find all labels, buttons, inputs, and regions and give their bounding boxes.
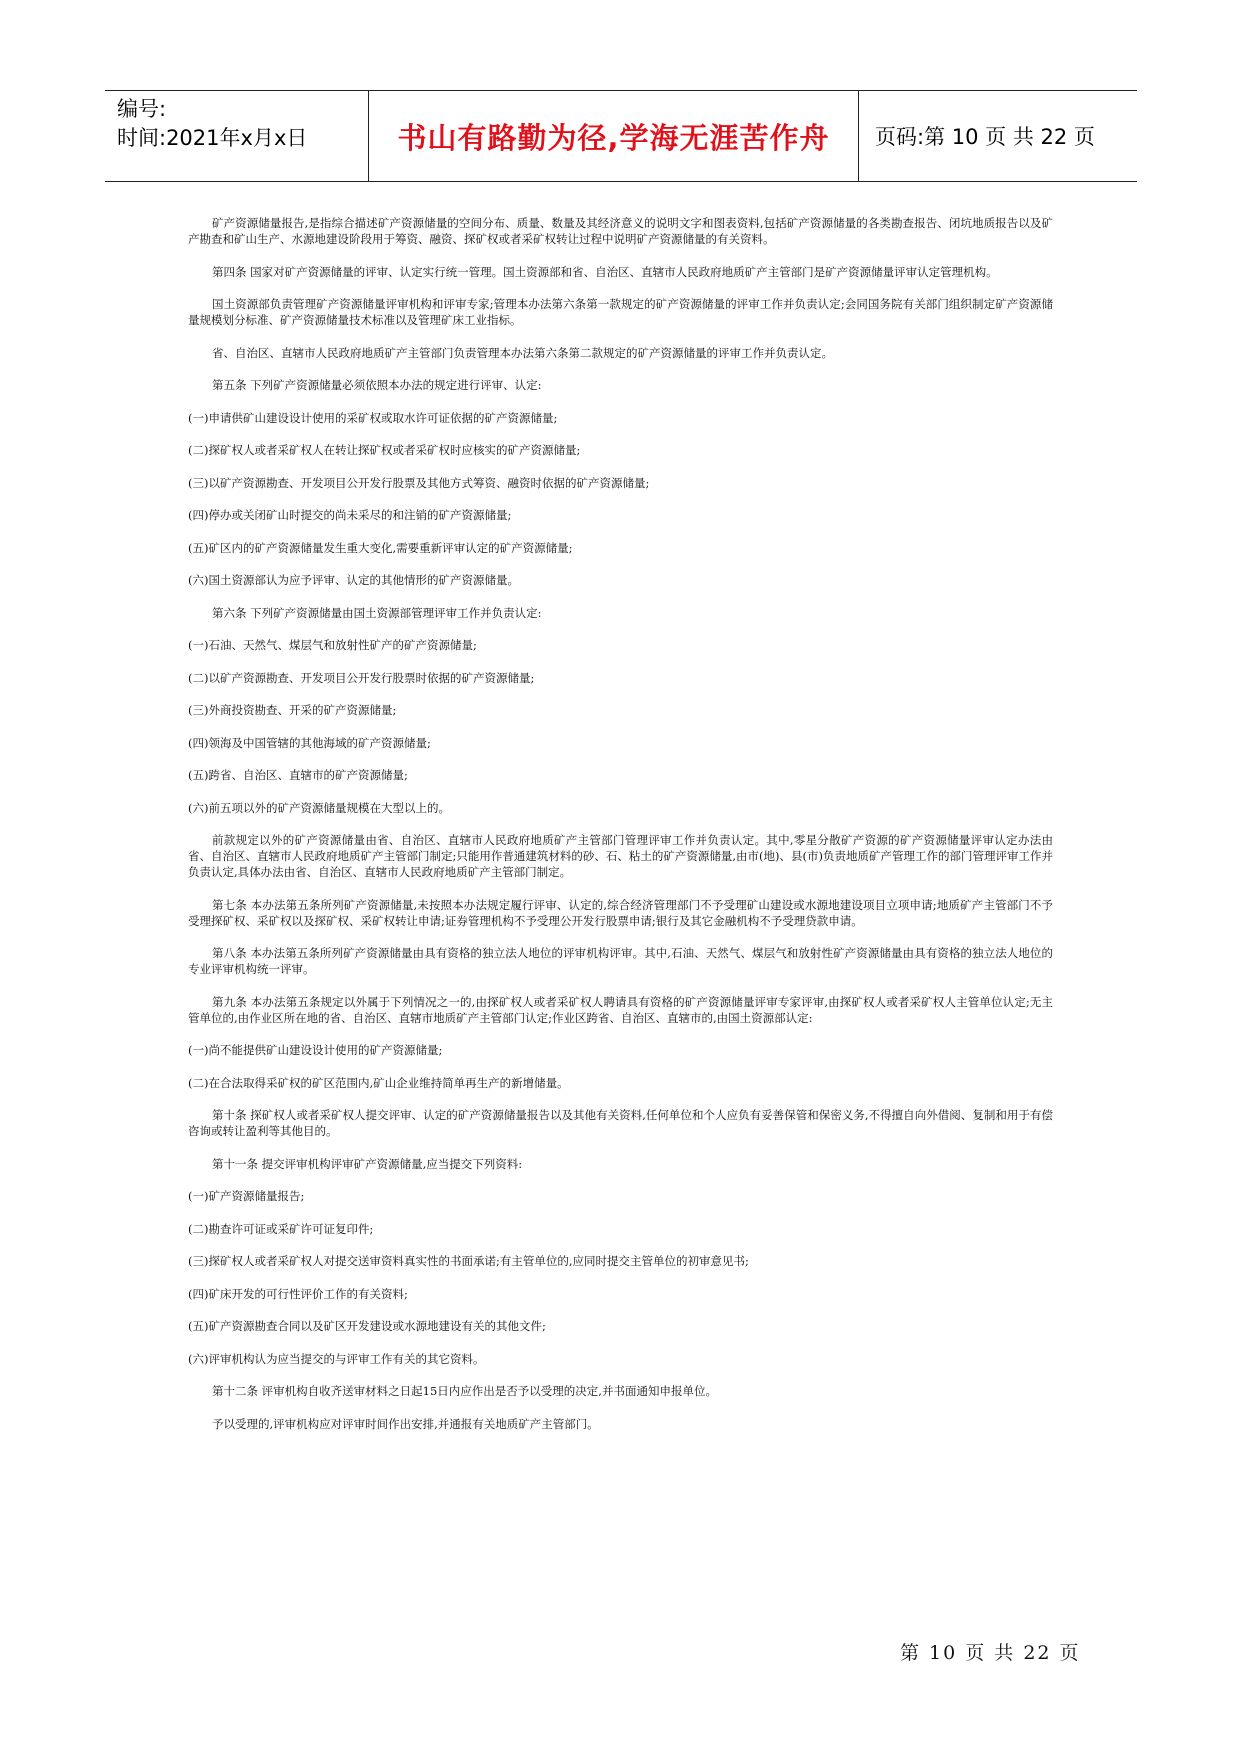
body-paragraph: 第十条 探矿权人或者采矿权人提交评审、认定的矿产资源储量报告以及其他有关资料,任何单位和个人应负有妥善保管和保密义务,不得擅自向外借阅、复制和用于有偿咨询或转让盈利等其他目的。	[188, 1108, 1053, 1138]
body-paragraph: 予以受理的,评审机构应对评审时间作出安排,并通报有关地质矿产主管部门。	[212, 1416, 599, 1431]
body-paragraph: 第四条 国家对矿产资源储量的评审、认定实行统一管理。国土资源部和省、自治区、直辖市人民政府地质矿产主管部门是矿产资源储量评审认定管理机构。	[212, 264, 998, 279]
body-paragraph: 第十二条 评审机构自收齐送审材料之日起15日内应作出是否予以受理的决定,并书面通知申报单位。	[212, 1384, 717, 1398]
body-paragraph: (二)勘查许可证或采矿许可证复印件;	[188, 1221, 374, 1236]
body-paragraph: (二)在合法取得采矿权的矿区范围内,矿山企业维持简单再生产的新增储量。	[188, 1075, 569, 1090]
body-paragraph: (一)申请供矿山建设设计使用的采矿权或取水许可证依据的矿产资源储量;	[188, 410, 558, 425]
body-paragraph: 国土资源部负责管理矿产资源储量评审机构和评审专家;管理本办法第六条第一款规定的矿产资源储量的评审工作并负责认定;会同国务院有关部门组织制定矿产资源储量规模划分标准、矿产资源储量技术标准以及管理矿床工业指标。	[188, 297, 1053, 327]
body-paragraph: 省、自治区、直辖市人民政府地质矿产主管部门负责管理本办法第六条第二款规定的矿产资源储量的评审工作并负责认定。	[212, 345, 833, 360]
page-header	[105, 90, 1137, 182]
body-paragraph: (五)跨省、自治区、直辖市的矿产资源储量;	[188, 768, 408, 782]
body-paragraph: (三)以矿产资源勘查、开发项目公开发行股票及其他方式筹资、融资时依据的矿产资源储量;	[188, 475, 650, 490]
document-body	[188, 215, 1053, 1448]
body-paragraph: (二)以矿产资源勘查、开发项目公开发行股票时依据的矿产资源储量;	[188, 670, 535, 685]
body-paragraph: (四)停办或关闭矿山时提交的尚未采尽的和注销的矿产资源储量;	[188, 508, 512, 522]
body-paragraph: 第八条 本办法第五条所列矿产资源储量由具有资格的独立法人地位的评审机构评审。其中,石油、天然气、煤层气和放射性矿产资源储量由具有资格的独立法人地位的专业评审机构统一评审。	[188, 946, 1053, 976]
body-paragraph: 前款规定以外的矿产资源储量由省、自治区、直辖市人民政府地质矿产主管部门管理评审工作并负责认定。其中,零星分散矿产资源的矿产资源储量评审认定办法由省、自治区、直辖市人民政府地质矿产主管部门制定;只能用作普通建筑材料的砂、石、粘土的矿产资源储量,由市(地)、县(市)负责地质矿产管理工作的部门管理评审工作并负责认定,具体办法由省、自治区、直辖市人民政府地质矿产主管部门制定。	[188, 833, 1053, 879]
document-time-label: 时间:2021年x月x日	[117, 126, 308, 150]
body-paragraph: (一)矿产资源储量报告;	[188, 1189, 305, 1203]
header-page-code: 页码:第 10 页 共 22 页	[875, 125, 1095, 149]
body-paragraph: (四)领海及中国管辖的其他海域的矿产资源储量;	[188, 735, 431, 750]
body-paragraph: 第十一条 提交评审机构评审矿产资源储量,应当提交下列资料:	[212, 1156, 523, 1171]
body-paragraph: 矿产资源储量报告,是指综合描述矿产资源储量的空间分布、质量、数量及其经济意义的说明文字和图表资料,包括矿产资源储量的各类勘查报告、闭坑地质报告以及矿产勘查和矿山生产、水源地建设阶段用于筹资、融资、探矿权或者采矿权转让过程中说明矿产资源储量的有关资料。	[188, 216, 1053, 246]
body-paragraph: (四)矿床开发的可行性评价工作的有关资料;	[188, 1286, 408, 1301]
body-paragraph: (二)探矿权人或者采矿权人在转让探矿权或者采矿权时应核实的矿产资源储量;	[188, 443, 581, 457]
body-paragraph: (六)前五项以外的矿产资源储量规模在大型以上的。	[188, 800, 450, 815]
body-paragraph: (三)外商投资勘查、开采的矿产资源储量;	[188, 703, 397, 717]
body-paragraph: (五)矿产资源勘查合同以及矿区开发建设或水源地建设有关的其他文件;	[188, 1319, 546, 1333]
body-paragraph: (六)国土资源部认为应予评审、认定的其他情形的矿产资源储量。	[188, 573, 519, 587]
header-meta	[105, 91, 369, 181]
document-number-label: 编号:	[117, 97, 167, 121]
body-paragraph: 第六条 下列矿产资源储量由国土资源部管理评审工作并负责认定:	[212, 605, 542, 620]
page-footer: 第 10 页 共 22 页	[900, 1642, 1081, 1664]
body-paragraph: (六)评审机构认为应当提交的与评审工作有关的其它资料。	[188, 1351, 485, 1366]
body-paragraph: (一)尚不能提供矿山建设设计使用的矿产资源储量;	[188, 1043, 443, 1057]
body-paragraph: (一)石油、天然气、煤层气和放射性矿产的矿产资源储量;	[188, 638, 477, 652]
body-paragraph: (五)矿区内的矿产资源储量发生重大变化,需要重新评审认定的矿产资源储量;	[188, 540, 573, 555]
header-motto: 书山有路勤为径,学海无涯苦作舟	[369, 91, 859, 181]
body-paragraph: (三)探矿权人或者采矿权人对提交送审资料真实性的书面承诺;有主管单位的,应同时提交主管单位的初审意见书;	[188, 1254, 749, 1268]
body-paragraph: 第九条 本办法第五条规定以外属于下列情况之一的,由探矿权人或者采矿权人聘请具有资格的矿产资源储量评审专家评审,由探矿权人或者采矿权人主管单位认定;无主管单位的,由作业区所在地的省、自治区、直辖市地质矿产主管部门认定;作业区跨省、自治区、直辖市的,由国土资源部认定:	[188, 994, 1053, 1025]
body-paragraph: 第五条 下列矿产资源储量必须依照本办法的规定进行评审、认定:	[212, 378, 542, 392]
body-paragraph: 第七条 本办法第五条所列矿产资源储量,未按照本办法规定履行评审、认定的,综合经济管理部门不予受理矿山建设或水源地建设项目立项申请;地质矿产主管部门不予受理探矿权、采矿权以及探矿权、采矿权转让申请;证券管理机构不予受理公开发行股票申请;银行及其它金融机构不予受理贷款申请。	[188, 897, 1053, 928]
